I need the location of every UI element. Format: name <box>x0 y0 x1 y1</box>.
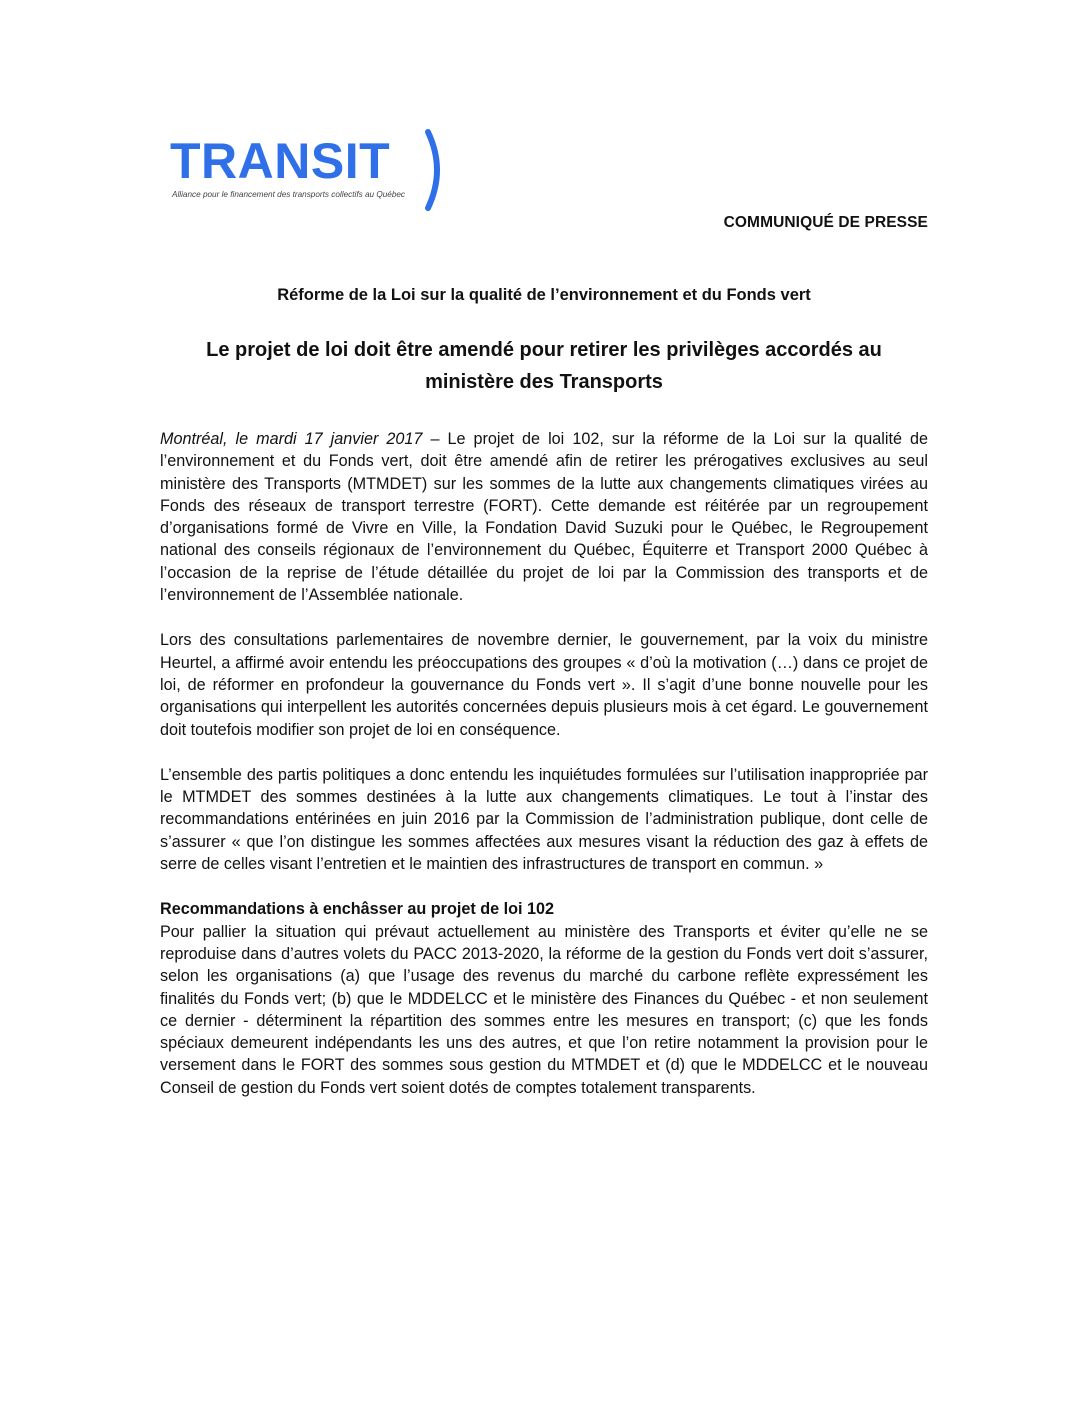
logo-wordmark: TRANSIT <box>170 133 391 189</box>
document-headline: Le projet de loi doit être amendé pour retirer les privilèges accordés au ministère des Transports <box>206 339 882 393</box>
dateline: Montréal, le mardi 17 janvier 2017 <box>160 430 423 448</box>
chevron-right-icon <box>422 128 452 212</box>
paragraph-intro <box>160 428 928 606</box>
document-subtitle: Réforme de la Loi sur la qualité de l’environnement et du Fonds vert <box>277 286 811 304</box>
recommendations-section <box>160 898 928 1099</box>
transit-logo <box>170 128 460 218</box>
paragraph-consultations: Lors des consultations parlementaires de novembre dernier, le gouvernement, par la voix du ministre Heurtel, a affirmé avoir entendu les préoccupations des groupes « d’où la motivation (…) dans ce projet de loi, de réformer en profondeur la gouvernance du Fonds vert ». Il s’agit d’une bonne nouvelle pour les organisations qui interpellent les autorités concernées depuis plusieurs mois à cet égard. Le gouvernement doit toutefois modifier son projet de loi en conséquence. <box>160 631 928 739</box>
paragraph-intro-text: – Le projet de loi 102, sur la réforme de la Loi sur la qualité de l’environnement et du Fonds vert, doit être amendé afin de retirer les prérogatives exclusives au seul ministère des Transports (MTMDET) sur les sommes de la lutte aux changements climatiques virées au Fonds des réseaux de transport terrestre (FORT). Cette demande est réitérée par un regroupement d’organisations formé de Vivre en Ville, la Fondation David Suzuki pour le Québec, le Regroupement national des conseils régionaux de l’environnement du Québec, Équiterre et Transport 2000 Québec à l’occasion de la reprise de l’étude détaillée du projet de loi par la Commission des transports et de l’environnement de l’Assemblée nationale. <box>160 430 928 605</box>
paragraph-parties: L’ensemble des partis politiques a donc entendu les inquiétudes formulées sur l’utilisation inappropriée par le MTMDET des sommes destinées à la lutte aux changements climatiques. Le tout à l’instar des recommandations entérinées en juin 2016 par la Commission de l’administration publique, dont celle de s’assurer « que l’on distingue les sommes affectées aux mesures visant la réduction des gaz à effets de serre de celles visant l’entretien et le maintien des infrastructures de transport en commun. » <box>160 765 928 874</box>
recommendations-heading: Recommandations à enchâsser au projet de loi 102 <box>160 900 555 919</box>
recommendations-text: Pour pallier la situation qui prévaut actuellement au ministère des Transports et éviter qu’elle ne se reproduise dans d’autres volets du PACC 2013-2020, la réforme de la gestion du Fonds vert doit s’assurer, selon les organisations (a) que l’usage des revenus du marché du carbone reflète expressément les finalités du Fonds vert; (b) que le MDDELCC et le ministère des Finances du Québec - et non seulement ce dernier - déterminent la répartition des sommes entre les mesures en transport; (c) que les fonds spéciaux demeurent indépendants les uns des autres, et que l’on retire notamment la provision pour le versement dans le FORT des sommes sous gestion du MTMDET et (d) que le MDDELCC et le nouveau Conseil de gestion du Fonds vert soient dotés de comptes totalement transparents. <box>160 922 928 1097</box>
press-release-label: COMMUNIQUÉ DE PRESSE <box>723 214 928 231</box>
logo-tagline: Alliance pour le financement des transports collectifs au Québec <box>172 190 406 199</box>
document-body <box>160 428 928 1099</box>
